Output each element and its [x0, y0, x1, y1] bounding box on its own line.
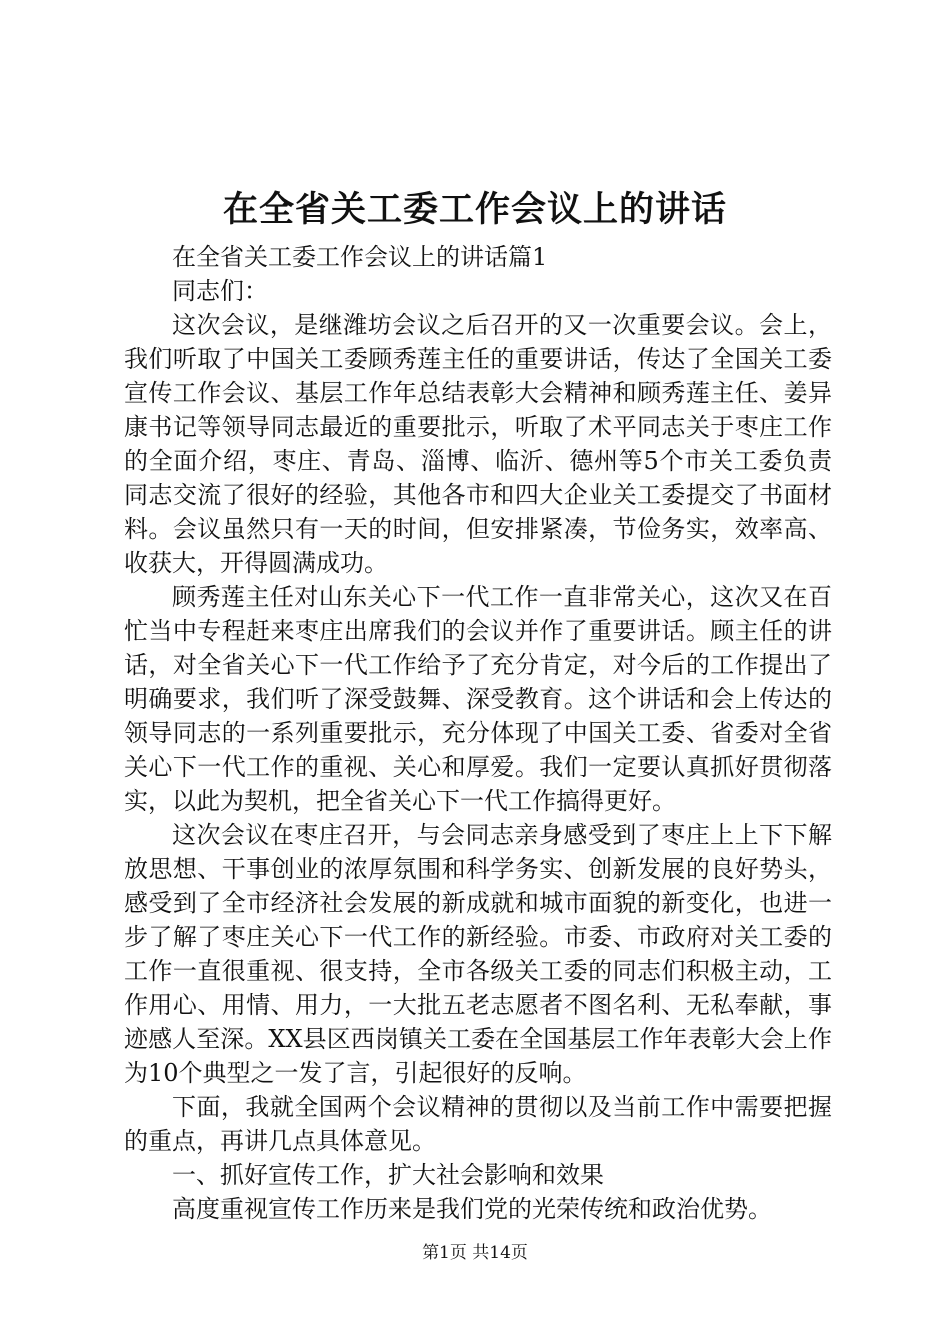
- section-heading: 一、抓好宣传工作，扩大社会影响和效果: [172, 1161, 604, 1189]
- salutation: 同志们：: [172, 277, 268, 305]
- body-paragraph: 顾秀莲主任对山东关心下一代工作一直非常关心，这次又在百忙当中专程赶来枣庄出席我们的会议并作了重要讲话。顾主任的讲话，对全省关心下一代工作给予了充分肯定，对今后的工作提出了明确要求，我们听了深受鼓舞、深受教育。这个讲话和会上传达的领导同志的一系列重要批示，充分体现了中国关工委、省委对全省关心下一代工作的重视、关心和厚爱。我们一定要认真抓好贯彻落实，以此为契机，把全省关心下一代工作搞得更好。: [124, 583, 832, 815]
- section-heading: 在全省关工委工作会议上的讲话篇1: [172, 243, 548, 271]
- body-paragraph: 高度重视宣传工作历来是我们党的光荣传统和政治优势。: [172, 1195, 772, 1223]
- document-body: [124, 240, 832, 1226]
- page-footer: 第1页 共14页: [422, 1243, 528, 1263]
- body-paragraph: 下面，我就全国两个会议精神的贯彻以及当前工作中需要把握的重点，再讲几点具体意见。: [124, 1093, 832, 1155]
- body-paragraph: 这次会议，是继潍坊会议之后召开的又一次重要会议。会上，我们听取了中国关工委顾秀莲主任的重要讲话，传达了全国关工委宣传工作会议、基层工作年总结表彰大会精神和顾秀莲主任、姜异康书记等领导同志最近的重要批示，听取了术平同志关于枣庄工作的全面介绍，枣庄、青岛、淄博、临沂、德州等5个市关工委负责同志交流了很好的经验，其他各市和四大企业关工委提交了书面材料。会议虽然只有一天的时间，但安排紧凑，节俭务实，效率高、收获大，开得圆满成功。: [124, 311, 832, 577]
- body-paragraph: 这次会议在枣庄召开，与会同志亲身感受到了枣庄上上下下解放思想、干事创业的浓厚氛围和科学务实、创新发展的良好势头，感受到了全市经济社会发展的新成就和城市面貌的新变化，也进一步了解了枣庄关心下一代工作的新经验。市委、市政府对关工委的工作一直很重视、很支持，全市各级关工委的同志们积极主动，工作用心、用情、用力，一大批五老志愿者不图名利、无私奉献，事迹感人至深。XX县区西岗镇关工委在全国基层工作年表彰大会上作为10个典型之一发了言，引起很好的反响。: [124, 821, 832, 1087]
- document-title: 在全省关工委工作会议上的讲话: [222, 189, 727, 230]
